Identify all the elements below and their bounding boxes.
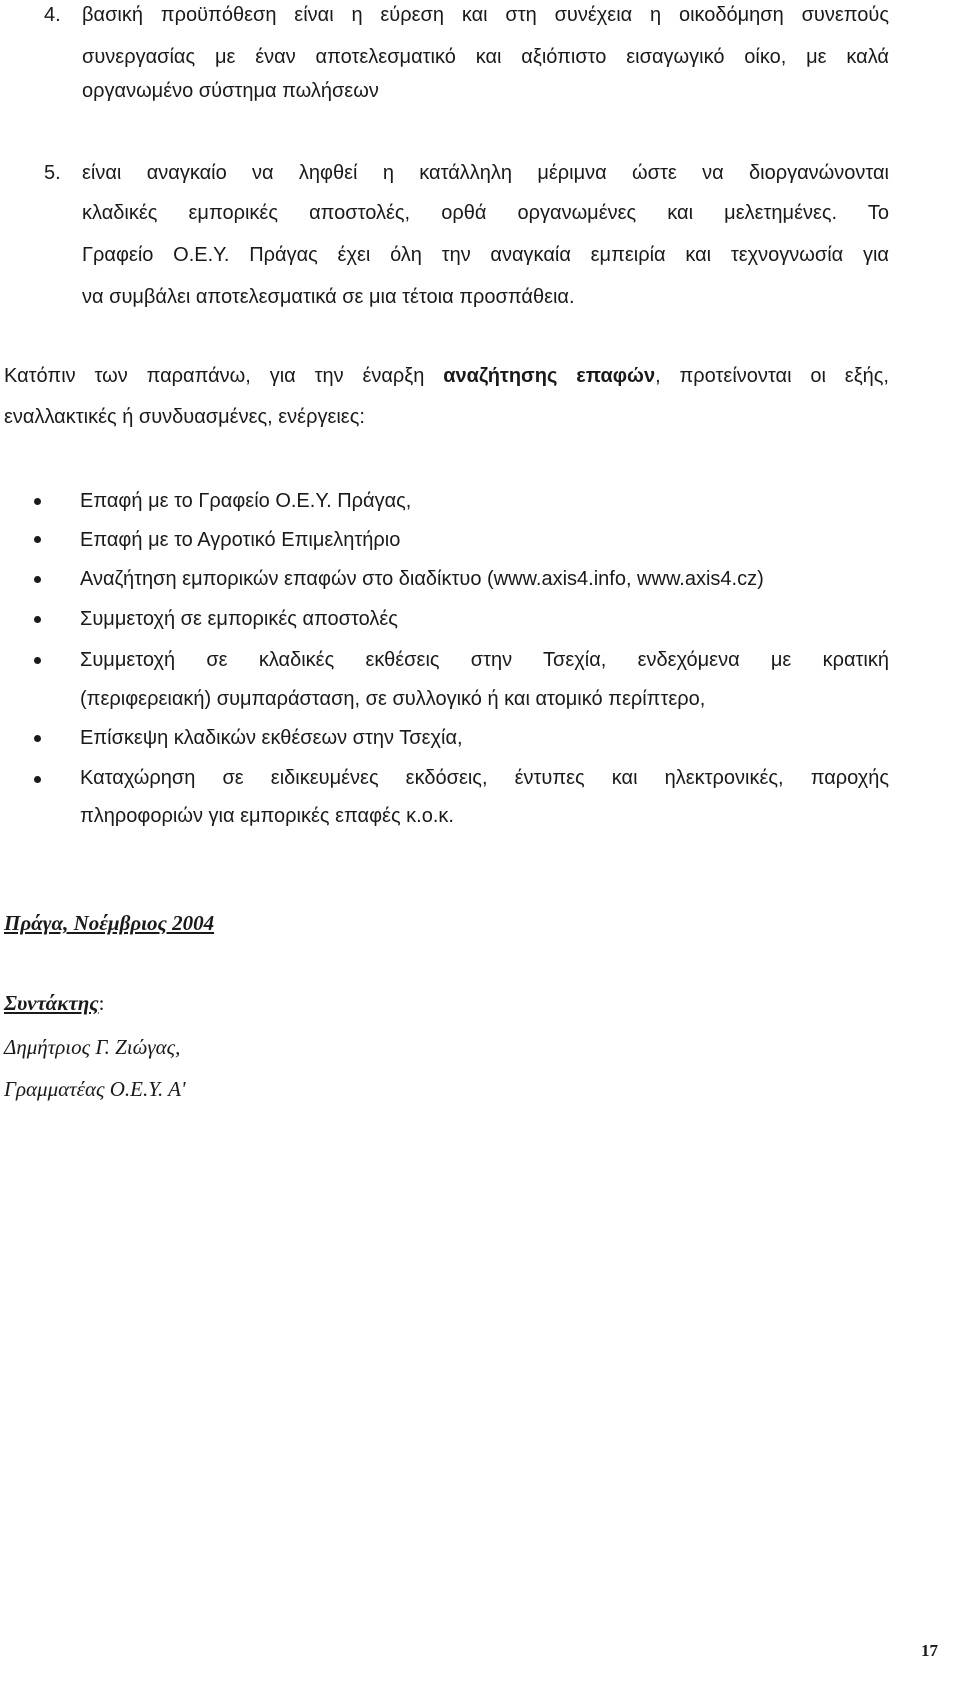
place-date: Πράγα, Νοέμβριος 2004 xyxy=(4,911,215,935)
bullet-text: πληροφοριών για εμπορικές επαφές κ.ο.κ. xyxy=(80,805,454,827)
author-label-line xyxy=(4,990,104,1016)
intro-line-2: εναλλακτικές ή συνδυασμένες, ενέργειες: xyxy=(4,406,365,428)
bullet-dot xyxy=(34,735,41,742)
list-item-line: είναι αναγκαίο να ληφθεί η κατάλληλη μέριμνα ώστε να διοργανώνονται xyxy=(82,162,889,184)
author-name: Δημήτριος Γ. Ζιώγας, xyxy=(4,1035,181,1059)
bullet-dot xyxy=(34,536,41,543)
bullet-text: Συμμετοχή σε εμπορικές αποστολές xyxy=(80,608,398,630)
author-label: Συντάκτης xyxy=(4,991,99,1015)
page-number: 17 xyxy=(921,1641,938,1660)
bullet-dot xyxy=(34,576,41,583)
intro-text: , προτείνονται οι εξής, xyxy=(655,365,889,387)
list-item-line: κλαδικές εμπορικές αποστολές, ορθά οργανωμένες και μελετημένες. Το xyxy=(82,202,889,224)
list-item-line: βασική προϋπόθεση είναι η εύρεση και στη συνέχεια η οικοδόμηση συνεπούς xyxy=(82,4,889,26)
bullet-text: Αναζήτηση εμπορικών επαφών στο διαδίκτυο (www.axis4.info, www.axis4.cz) xyxy=(80,568,764,590)
list-item-line: οργανωμένο σύστημα πωλήσεων xyxy=(82,80,379,102)
bullet-text: Συμμετοχή σε κλαδικές εκθέσεις στην Τσεχία, ενδεχόμενα με κρατική xyxy=(80,649,889,671)
bullet-dot xyxy=(34,657,41,664)
intro-bold-text: αναζήτησης επαφών xyxy=(443,365,656,387)
list-item-line: Γραφείο Ο.Ε.Υ. Πράγας έχει όλη την αναγκαία εμπειρία και τεχνογνωσία για xyxy=(82,244,889,266)
bullet-dot xyxy=(34,776,41,783)
author-colon: : xyxy=(98,991,105,1015)
author-title: Γραμματέας Ο.Ε.Υ. Α' xyxy=(4,1077,186,1101)
list-item-line: να συμβάλει αποτελεσματικά σε μια τέτοια προσπάθεια. xyxy=(82,286,575,308)
bullet-text: Επαφή με το Γραφείο Ο.Ε.Υ. Πράγας, xyxy=(80,490,412,512)
bullet-text: Καταχώρηση σε ειδικευμένες εκδόσεις, έντυπες και ηλεκτρονικές, παροχής xyxy=(80,767,889,789)
list-item-line: συνεργασίας με έναν αποτελεσματικό και αξιόπιστο εισαγωγικό οίκο, με καλά xyxy=(82,46,889,68)
bullet-text: (περιφερειακή) συμπαράσταση, σε συλλογικό ή και ατομικό περίπτερο, xyxy=(80,688,706,710)
list-number: 5. xyxy=(44,162,61,184)
bullet-dot xyxy=(34,616,41,623)
intro-line-1 xyxy=(4,363,889,389)
list-number: 4. xyxy=(44,4,61,26)
bullet-dot xyxy=(34,498,41,505)
bullet-text: Επαφή με το Αγροτικό Επιμελητήριο xyxy=(80,529,401,551)
bullet-text: Επίσκεψη κλαδικών εκθέσεων στην Τσεχία, xyxy=(80,727,463,749)
intro-text: Κατόπιν των παραπάνω, για την έναρξη xyxy=(4,365,444,387)
